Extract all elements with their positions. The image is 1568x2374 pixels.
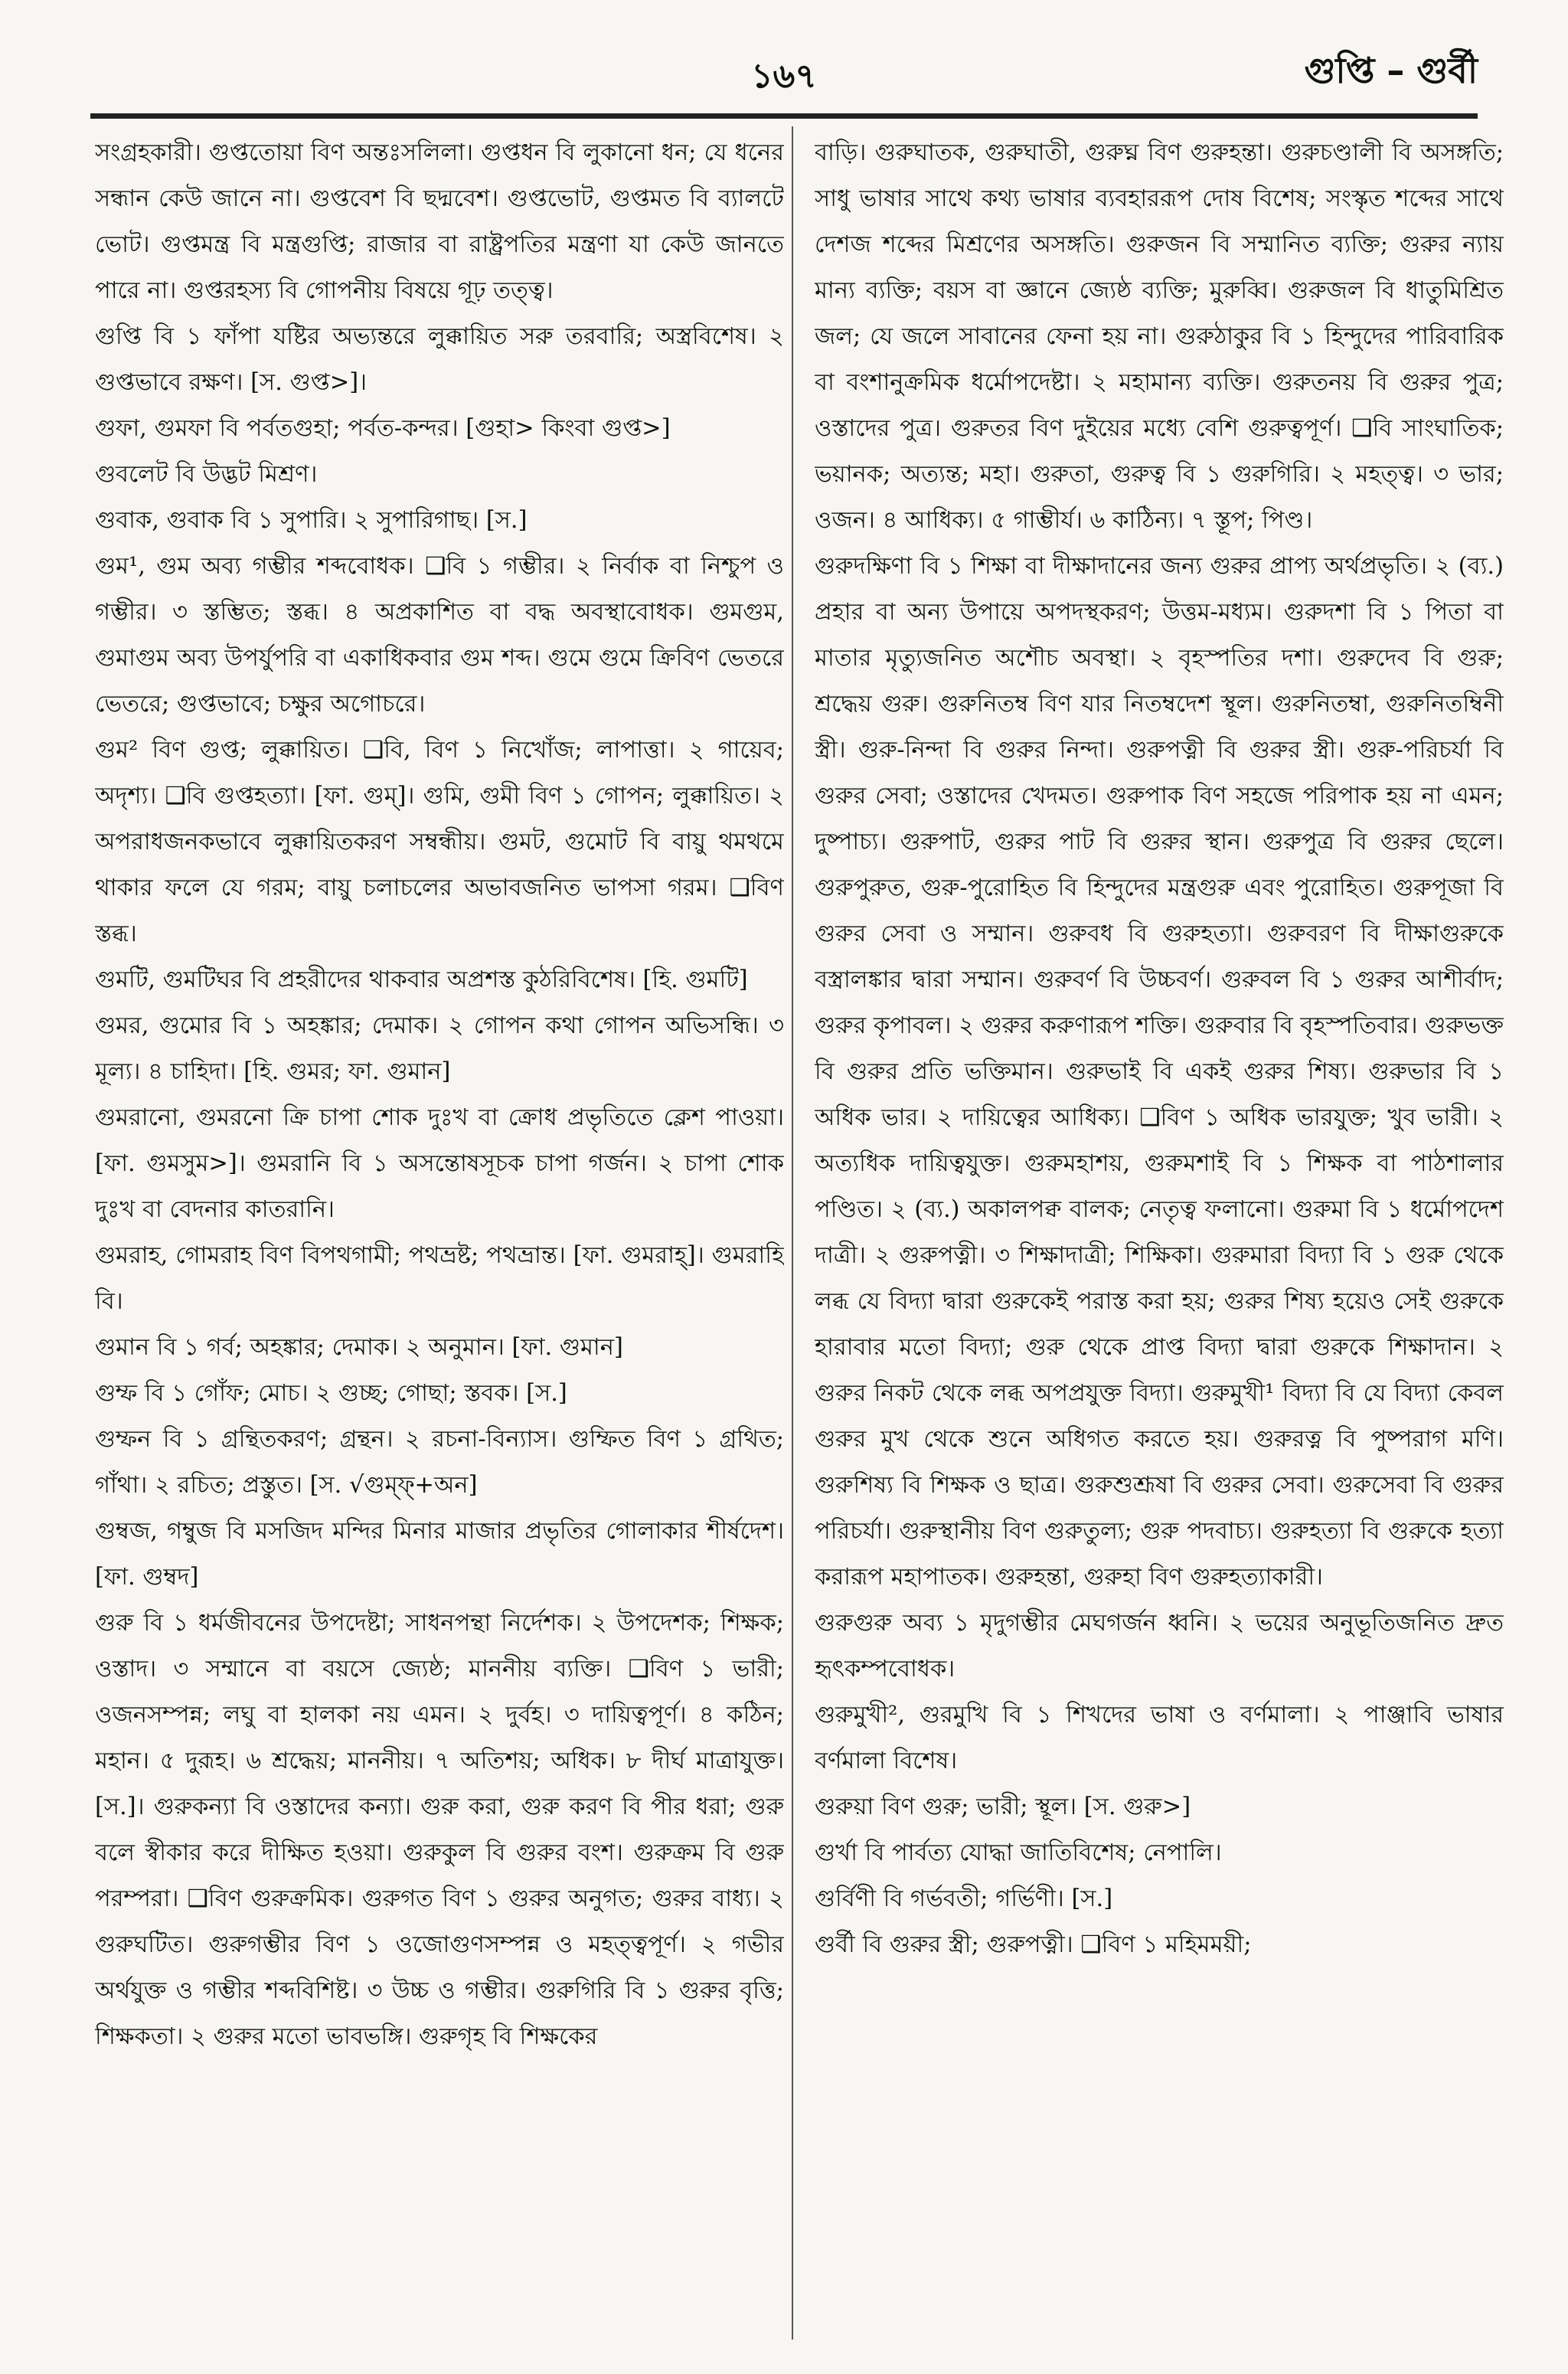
dictionary-entry: গুমর, গুমোর বি ১ অহঙ্কার; দেমাক। ২ গোপন কথা গোপন অভিসন্ধি। ৩ মূল্য। ৪ চাহিদা। [হি. গুমর; ফা. গুমান] [95,1012,784,1085]
dictionary-entry: গুরু বি ১ ধর্মজীবনের উপদেষ্টা; সাধনপন্থা নির্দেশক। ২ উপদেশক; শিক্ষক; ওস্তাদ। ৩ সম্মানে বা বয়সে জ্যেষ্ঠ; মাননীয় ব্যক্তি। ❑বিণ ১ ভারী; ওজনসম্পন্ন; লঘু বা হালকা নয় এমন। ২ দুর্বহ। ৩ দায়িত্বপূর্ণ। ৪ কঠিন; মহান। ৫ দুরূহ। ৬ শ্রদ্ধেয়; মাননীয়। ৭ অতিশয়; অধিক। ৮ দীর্ঘ মাত্রাযুক্ত। [স.]। গুরুকন্যা বি ওস্তাদের কন্যা। গুরু করা, গুরু করণ বি পীর ধরা; গুরু বলে স্বীকার করে দীক্ষিত হওয়া। গুরুকুল বি গুরুর বংশ। গুরুক্রম বি গুরু পরম্পরা। ❑বিণ গুরুক্রমিক। গুরুগত বিণ ১ গুরুর অনুগত; গুরুর বাধ্য। ২ গুরুঘটিত। গুরুগম্ভীর বিণ ১ ওজোগুণসম্পন্ন ও মহত্ত্বপূর্ণ। ২ গভীর অর্থযুক্ত ও গম্ভীর শব্দবিশিষ্ট। ৩ উচ্চ ও গম্ভীর। গুরুগিরি বি ১ গুরুর বৃত্তি; শিক্ষকতা। ২ গুরুর মতো ভাবভঙ্গি। গুরুগৃহ বি শিক্ষকের [95,1610,784,2050]
dictionary-entry: বাড়ি। গুরুঘাতক, গুরুঘাতী, গুরুঘ্ন বিণ গুরুহন্তা। গুরুচণ্ডালী বি অসঙ্গতি; সাধু ভাষার সাথে কথ্য ভাষার ব্যবহাররূপ দোষ বিশেষ; সংস্কৃত শব্দের সাথে দেশজ শব্দের মিশ্রণের অসঙ্গতি। গুরুজন বি সম্মানিত ব্যক্তি; গুরুর ন্যায় মান্য ব্যক্তি; বয়স বা জ্ঞানে জ্যেষ্ঠ ব্যক্তি; মুরুব্বি। গুরুজল বি ধাতুমিশ্রিত জল; যে জলে সাবানের ফেনা হয় না। গুরুঠাকুর বি ১ হিন্দুদের পারিবারিক বা বংশানুক্রমিক ধর্মোপদেষ্টা। ২ মহামান্য ব্যক্তি। গুরুতনয় বি গুরুর পুত্র; ওস্তাদের পুত্র। গুরুতর বিণ দুইয়ের মধ্যে বেশি গুরুত্বপূর্ণ। ❑বি সাংঘাতিক; ভয়ানক; অত্যন্ত; মহা। গুরুতা, গুরুত্ব বি ১ গুরুগিরি। ২ মহত্ত্ব। ৩ ভার; ওজন। ৪ আধিক্য। ৫ গাম্ভীর্য। ৬ কাঠিন্য। ৭ স্তূপ; পিণ্ড। [815,139,1504,534]
dictionary-entry: গুরুগুরু অব্য ১ মৃদুগম্ভীর মেঘগর্জন ধ্বনি। ২ ভয়ের অনুভূতিজনিত দ্রুত হৃৎকম্পবোধক। [815,1610,1504,1682]
dictionary-entry: সংগ্রহকারী। গুপ্ততোয়া বিণ অন্তঃসলিলা। গুপ্তধন বি লুকানো ধন; যে ধনের সন্ধান কেউ জানে না। গুপ্তবেশ বি ছদ্মবেশ। গুপ্তভোট, গুপ্তমত বি ব্যালটে ভোট। গুপ্তমন্ত্র বি মন্ত্রগুপ্তি; রাজার বা রাষ্ট্রপতির মন্ত্রণা যা কেউ জানতে পারে না। গুপ্তরহস্য বি গোপনীয় বিষয়ে গূঢ় তত্ত্ব। [95,139,784,304]
dictionary-entry: গুম্ফ বি ১ গোঁফ; মোচ। ২ গুচ্ছ; গোছা; স্তবক। [স.] [95,1380,567,1407]
dictionary-entry: গুরুমুখী², গুরমুখি বি ১ শিখদের ভাষা ও বর্ণমালা। ২ পাঞ্জাবি ভাষার বর্ণমালা বিশেষ। [815,1702,1504,1774]
running-head: গুপ্তি – গুর্বী [1304,50,1478,91]
dictionary-entry: গুর্বিণী বি গর্ভবতী; গর্ভিণী। [স.] [815,1885,1113,1912]
dictionary-entry: গুবাক, গুবাক বি ১ সুপারি। ২ সুপারিগাছ। [স.] [95,507,528,534]
dictionary-entry: গুফা, গুমফা বি পর্বতগুহা; পর্বত-কন্দর। [গুহা> কিংবা গুপ্ত>] [95,415,671,442]
dictionary-entry: গুর্বী বি গুরুর স্ত্রী; গুরুপত্নী। ❑বিণ ১ মহিমময়ী; [815,1931,1252,1958]
dictionary-entry: গুম² বিণ গুপ্ত; লুক্কায়িত। ❑বি, বিণ ১ নিখোঁজ; লাপাত্তা। ২ গায়েব; অদৃশ্য। ❑বি গুপ্তহত্যা। [ফা. গুম্]। গুমি, গুমী বিণ ১ গোপন; লুক্কায়িত। ২ অপরাধজনকভাবে লুক্কায়িতকরণ সম্বন্ধীয়। গুমট, গুমোট বি বায়ু থমথমে থাকার ফলে যে গরম; বায়ু চলাচলের অভাবজনিত ভাপসা গরম। ❑বিণ স্তব্ধ। [95,737,784,947]
dictionary-entry: গুম্ফন বি ১ গ্রন্থিতকরণ; গ্রন্থন। ২ রচনা-বিন্যাস। গুম্ফিত বিণ ১ গ্রথিত; গাঁথা। ২ রচিত; প্রস্তুত। [স. √গুম্ফ্+অন] [95,1426,784,1499]
dictionary-entry: গুপ্তি বি ১ ফাঁপা যষ্টির অভ্যন্তরে লুক্কায়িত সরু তরবারি; অস্ত্রবিশেষ। ২ গুপ্তভাবে রক্ষণ। [স. গুপ্ত>]। [95,323,784,396]
dictionary-entry: গুম্বজ, গম্বুজ বি মসজিদ মন্দির মিনার মাজার প্রভৃতির গোলাকার শীর্ষদেশ। [ফা. গুম্বদ] [95,1518,784,1591]
dictionary-entry: গুর্খা বি পার্বত্য যোদ্ধা জাতিবিশেষ; নেপালি। [815,1839,1222,1866]
dictionary-entry: গুম¹, গুম অব্য গম্ভীর শব্দবোধক। ❑বি ১ গম্ভীর। ২ নির্বাক বা নিশ্চুপ ও গম্ভীর। ৩ স্তম্ভিত; স্তব্ধ। ৪ অপ্রকাশিত বা বদ্ধ অবস্থাবোধক। গুমগুম, গুমাগুম অব্য উপর্যুপরি বা একাধিকবার গুম শব্দ। গুমে গুমে ক্রিবিণ ভেতরে ভেতরে; গুপ্তভাবে; চক্ষুর অগোচরে। [95,553,784,718]
dictionary-entry: গুমরানো, গুমরনো ক্রি চাপা শোক দুঃখ বা ক্রোধ প্রভৃতিতে ক্লেশ পাওয়া। [ফা. গুমসুম>]। গুমরানি বি ১ অসন্তোষসূচক চাপা গর্জন। ২ চাপা শোক দুঃখ বা বেদনার কাতরানি। [95,1104,784,1223]
dictionary-entry: গুরুয়া বিণ গুরু; ভারী; স্থূল। [স. গুরু>] [815,1794,1191,1820]
header-rule [90,113,1478,119]
dictionary-entry: গুমান বি ১ গর্ব; অহঙ্কার; দেমাক। ২ অনুমান। [ফা. গুমান] [95,1334,623,1361]
dictionary-entry: গুরুদক্ষিণা বি ১ শিক্ষা বা দীক্ষাদানের জন্য গুরুর প্রাপ্য অর্থপ্রভৃতি। ২ (ব্য.) প্রহার বা অন্য উপায়ে অপদস্থকরণ; উত্তম-মধ্যম। গুরুদশা বি ১ পিতা বা মাতার মৃত্যুজনিত অশৌচ অবস্থা। ২ বৃহস্পতির দশা। গুরুদেব বি গুরু; শ্রদ্ধেয় গুরু। গুরুনিতম্ব বিণ যার নিতম্বদেশ স্থূল। গুরুনিতম্বা, গুরুনিতম্বিনী স্ত্রী। গুরু-নিন্দা বি গুরুর নিন্দা। গুরুপত্নী বি গুরুর স্ত্রী। গুরু-পরিচর্যা বি গুরুর সেবা; ওস্তাদের খেদমত। গুরুপাক বিণ সহজে পরিপাক হয় না এমন; দুষ্পাচ্য। গুরুপাট, গুরুর পাট বি গুরুর স্থান। গুরুপুত্র বি গুরুর ছেলে। গুরুপুরুত, গুরু-পুরোহিত বি হিন্দুদের মন্ত্রগুরু এবং পুরোহিত। গুরুপূজা বি গুরুর সেবা ও সম্মান। গুরুবধ বি গুরুহত্যা। গুরুবরণ বি দীক্ষাগুরুকে বস্ত্রালঙ্কার দ্বারা সম্মান। গুরুবর্ণ বি উচ্চবর্ণ। গুরুবল বি ১ গুরুর আশীর্বাদ; গুরুর কৃপাবল। ২ গুরুর করুণারূপ শক্তি। গুরুবার বি বৃহস্পতিবার। গুরুভক্ত বি গুরুর প্রতি ভক্তিমান। গুরুভাই বি একই গুরুর শিষ্য। গুরুভার বি ১ অধিক ভার। ২ দায়িত্বের আধিক্য। ❑বিণ ১ অধিক ভারযুক্ত; খুব ভারী। ২ অত্যধিক দায়িত্বযুক্ত। গুরুমহাশয়, গুরুমশাই বি ১ শিক্ষক বা পাঠশালার পণ্ডিত। ২ (ব্য.) অকালপক্ব বালক; নেতৃত্ব ফলানো। গুরুমা বি ১ ধর্মোপদেশ দাত্রী। ২ গুরুপত্নী। ৩ শিক্ষাদাত্রী; শিক্ষিকা। গুরুমারা বিদ্যা বি ১ গুরু থেকে লব্ধ যে বিদ্যা দ্বারা গুরুকেই পরাস্ত করা হয়; গুরুর শিষ্য হয়েও সেই গুরুকে হারাবার মতো বিদ্যা; গুরু থেকে প্রাপ্ত বিদ্যা দ্বারা গুরুকে শিক্ষাদান। ২ গুরুর নিকট থেকে লব্ধ অপপ্রযুক্ত বিদ্যা। গুরুমুখী¹ বিদ্যা বি যে বিদ্যা কেবল গুরুর মুখ থেকে শুনে অধিগত করতে হয়। গুরুরত্ন বি পুষ্পরাগ মণি। গুরুশিষ্য বি শিক্ষক ও ছাত্র। গুরুশুশ্রূষা বি গুরুর সেবা। গুরুসেবা বি গুরুর পরিচর্যা। গুরুস্থানীয় বিণ গুরুতুল্য; গুরু পদবাচ্য। গুরুহত্যা বি গুরুকে হত্যা করারূপ মহাপাতক। গুরুহন্তা, গুরুহা বিণ গুরুহত্যাকারী। [815,553,1504,1591]
dictionary-entry: গুবলেট বি উদ্ভট মিশ্রণ। [95,461,318,488]
dictionary-entry: গুমটি, গুমটিঘর বি প্রহরীদের থাকবার অপ্রশস্ত কুঠরিবিশেষ। [হি. গুমটি] [95,966,748,993]
column-separator [792,126,793,2340]
right-column [815,130,1504,2336]
dictionary-entry: গুমরাহ, গোমরাহ বিণ বিপথগামী; পথভ্রষ্ট; পথভ্রান্ত। [ফা. গুমরাহ্]। গুমরাহি বি। [95,1242,784,1315]
page-number: ১৬৭ [751,57,817,96]
left-column [95,130,784,2336]
